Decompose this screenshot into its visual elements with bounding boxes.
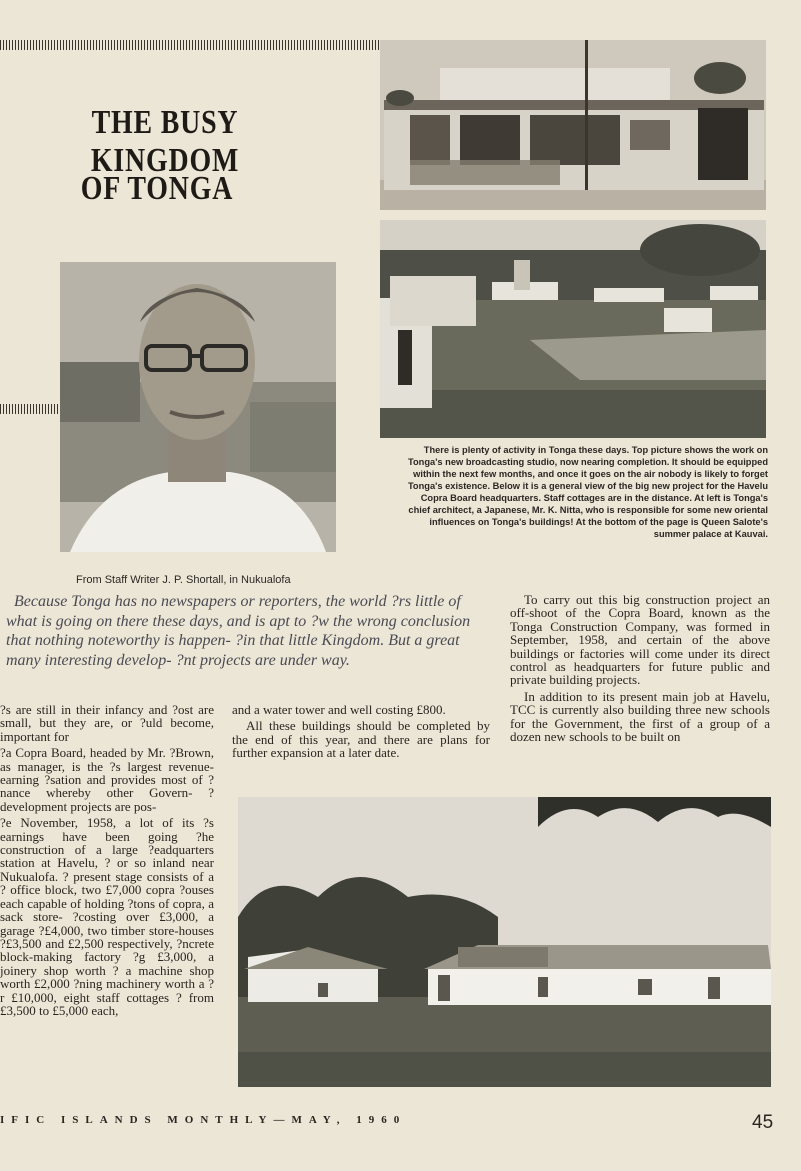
column-1-paragraph: ?a Copra Board, headed by Mr. ?Brown, as manager, is the ?s largest revenue-earning ?sation and provides most of ?nance whereby other Govern- ?development projects are pos- — [0, 745, 214, 814]
article-column-1 — [0, 703, 214, 1093]
column-1-paragraph: ?s are still in their infancy and ?ost are small, but they are, or ?uld become, important for — [0, 703, 214, 744]
decorative-rule-top — [0, 40, 380, 50]
column-2-paragraph: and a water tower and well costing £800. — [232, 703, 446, 717]
headline-line-1: THE BUSY KINGDOM — [90, 104, 240, 179]
page-number: 45 — [752, 1112, 774, 1133]
photo-broadcasting-studio — [380, 40, 766, 210]
photo-portrait-architect — [60, 262, 336, 552]
page-footer: IFIC ISLANDS MONTHLY—MAY, 1960 — [0, 1114, 407, 1126]
photo-havelu-headquarters — [380, 220, 766, 438]
photo-caption: There is plenty of activity in Tonga these days. Top picture shows the work on Tonga's new broadcasting studio, now nearing completion. It should be equipped within the next few months, and once it goes on the air nobody is likely to forget Tonga's existence. Below it is a general view of the big new project for the Havelu Copra Board headquarters. Staff cottages are in the distance. At left is Tonga's chief architect, a Japanese, Mr. K. Nitta, who is responsible for some new oriental influences on Tonga's buildings! At the bottom of the page is Queen Salote's summer palace at Kauvai. — [407, 445, 768, 539]
article-column-3 — [510, 593, 770, 793]
column-2-paragraph: All these buildings should be completed by the end of this year, and there are plans for further expansion at a later date. — [232, 718, 490, 761]
column-1-paragraph: ?e November, 1958, a lot of its ?s earnings have been going ?he construction of a large ?eadquarters station at Havelu, ? or so inland near Nukualofa. ? present stage consists of a ? office block, two £7,000 copra ?ouses each capable of holding ?tons of copra, a sack store- ?costing over £3,000, a garage ?£4,000, two timber store-houses ?£3,500 and £2,500 respectively, ?ncrete block-making factory ?g £3,000, a joinery shop worth ? a machine shop worth £2,000 ?ning machinery worth a ?r £10,000, eight staff cottages ? from £3,500 to £5,000 each, — [0, 815, 214, 1018]
decorative-rule-side — [0, 404, 60, 414]
headline-line-2: OF TONGA — [80, 170, 234, 207]
intro-paragraph: Because Tonga has no newspapers or reporters, the world ?rs little of what is going on there these days, and is apt to ?w the wrong conclusion that nothing noteworthy is happen- ?in that little Kingdom. But a great many interesting develop- ?nt projects are under way. — [6, 593, 471, 669]
column-3-paragraph: To carry out this big construction project an off-shoot of the Copra Board, known as the Tonga Construction Company, was formed in September, 1958, and certain of the above buildings or factories will come under its direct control as headquarters for future public and private building projects. — [510, 593, 770, 688]
photo-summer-palace — [238, 797, 771, 1087]
byline: From Staff Writer J. P. Shortall, in Nukualofa — [76, 574, 291, 586]
column-3-paragraph: In addition to its present main job at Havelu, TCC is currently also building three new schools for the Government, the first of a group of a dozen new schools to be built on — [510, 688, 770, 745]
article-column-2 — [232, 703, 490, 793]
